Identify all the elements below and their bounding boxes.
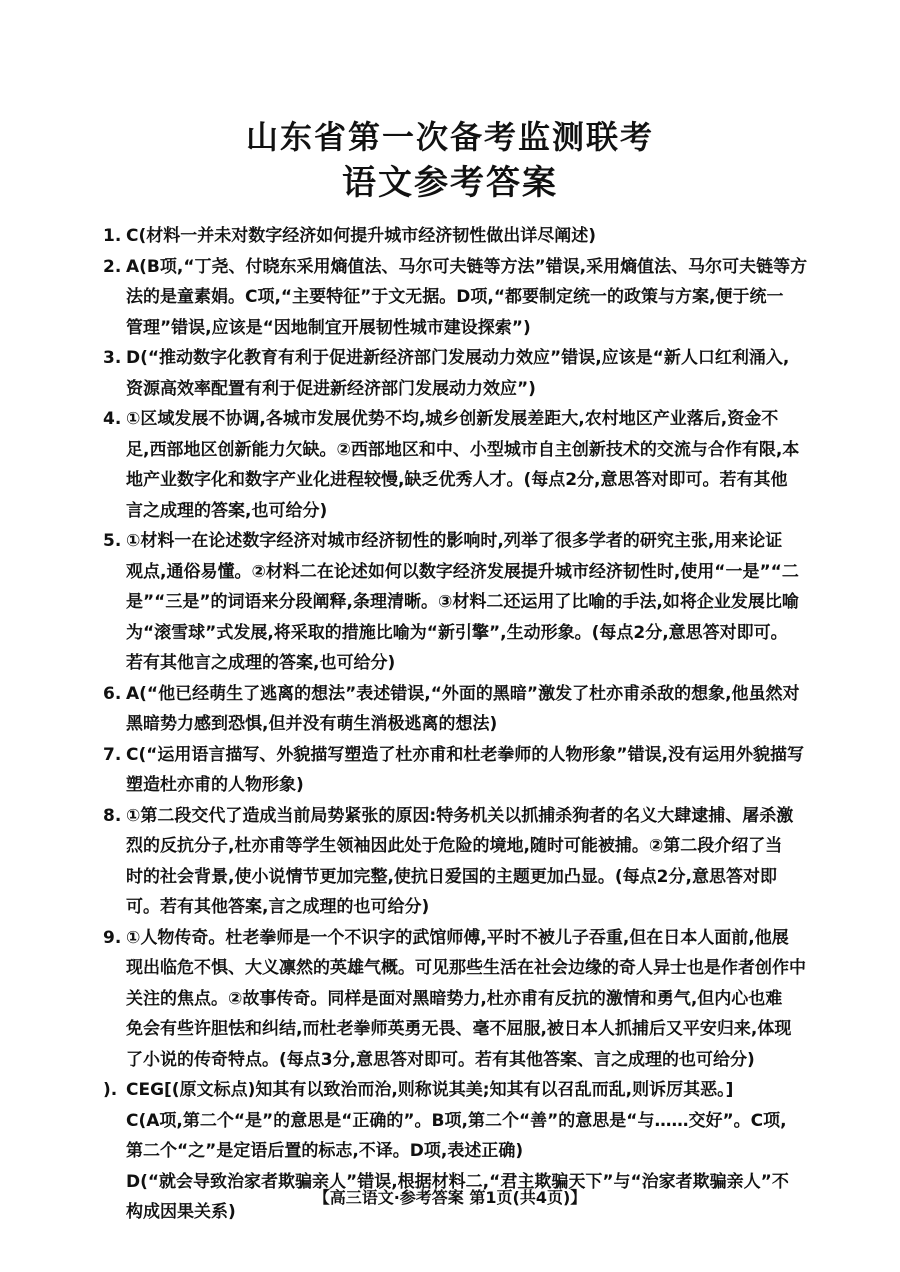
answer-number: 3.: [103, 348, 122, 368]
sub-answer-item: [103, 1106, 818, 1167]
answer-text-line: 足,西部地区创新能力欠缺。②西部地区和中、小型城市自主创新技术的交流与合作有限,本: [126, 439, 800, 460]
answer-item: [103, 801, 818, 923]
answer-text-line: 可。若有其他答案,言之成理的也可给分): [126, 897, 430, 917]
sub-answer-text-line: 构成因果关系): [126, 1202, 236, 1222]
answer-number: 7.: [103, 744, 122, 765]
answer-text-line: C(材料一并未对数字经济如何提升城市经济韧性做出详尽阐述): [126, 226, 597, 246]
answer-item: [103, 679, 818, 740]
answer-item: [103, 404, 818, 526]
answer-number: 6.: [103, 683, 122, 704]
answer-number: 8.: [103, 805, 122, 826]
answer-text-line: 免会有些许胆怯和纠结,而杜老拳师英勇无畏、毫不屈服,被日本人抓捕后又平安归来,体现: [126, 1019, 792, 1039]
answer-text-line: 法的是童素娟。C项,“主要特征”于文无据。D项,“都要制定统一的政策与方案,便于统一: [126, 287, 784, 307]
answer-item: [103, 923, 818, 1076]
answer-text-line: 资源高效率配置有利于促进新经济部门发展动力效应”): [126, 378, 536, 399]
sub-answer-text-line: D(“就会导致治家者欺骗亲人”错误,根据材料二,“君主欺骗天下”与“治家者欺骗亲人”不: [126, 1171, 789, 1192]
answer-number: 9.: [103, 927, 122, 948]
answer-text-line: ①人物传奇。杜老拳师是一个不识字的武馆师傅,平时不被儿子吞重,但在日本人面前,他展: [126, 927, 789, 948]
answer-text-line: D(“推动数字化教育有利于促进新经济部门发展动力效应”错误,应该是“新人口红利涌入,: [126, 348, 790, 368]
answer-item: [103, 343, 818, 404]
answer-text-line: 烈的反抗分子,杜亦甫等学生领袖因此处于危险的境地,随时可能被捕。②第二段介绍了当: [126, 836, 783, 856]
answer-number: 5.: [103, 531, 122, 551]
sub-answer-text-line: 第二个“之”是定语后置的标志,不译。D项,表述正确): [126, 1141, 524, 1161]
answer-item: [103, 740, 818, 801]
exam-title: 山东省第一次备考监测联考: [245, 118, 654, 156]
answer-text-line: 关注的焦点。②故事传奇。同样是面对黑暗势力,杜亦甫有反抗的激情和勇气,但内心也难: [126, 988, 783, 1009]
answer-number: 2.: [103, 256, 122, 277]
answer-item: [103, 252, 818, 344]
document-title: 语文参考答案: [342, 163, 558, 203]
answer-text-line: 塑造杜亦甫的人物形象): [126, 775, 304, 795]
answer-text-line: 黑暗势力感到恐惧,但并没有萌生消极逃离的想法): [126, 714, 498, 734]
answers-list: [103, 221, 818, 1228]
answer-text-line: 是”“三是”的词语来分段阐释,条理清晰。③材料二还运用了比喻的手法,如将企业发展比喻: [126, 592, 799, 612]
answer-text-line: 管理”错误,应该是“因地制宜开展韧性城市建设探索”): [126, 317, 531, 338]
answer-text-line: ①区域发展不协调,各城市发展优势不均,城乡创新发展差距大,农村地区产业落后,资金不: [126, 409, 779, 429]
answer-text-line: 观点,通俗易懂。②材料二在论述如何以数字经济发展提升城市经济韧性时,使用“一是”“二: [126, 561, 799, 582]
answer-text-line: A(B项,“丁尧、付晓东采用熵值法、马尔可夫链等方法”错误,采用熵值法、马尔可夫链等方: [126, 256, 808, 277]
answer-text-line: 时的社会背景,使小说情节更加完整,使抗日爱国的主题更加凸显。(每点2分,意思答对即: [126, 866, 777, 887]
answer-number: 4.: [103, 409, 122, 429]
answer-text-line: ①材料一在论述数字经济对城市经济韧性的影响时,列举了很多学者的研究主张,用来论证: [126, 531, 783, 551]
answer-text-line: 现出临危不惧、大义凛然的英雄气概。可见那些生活在社会边缘的奇人异士也是作者创作中: [126, 958, 806, 978]
answer-item: [103, 526, 818, 679]
answer-text-line: CEG[(原文标点)知其有以致治而治,则称说其美;知其有以召乱而乱,则诉厉其恶。]: [126, 1080, 734, 1100]
answer-text-line: A(“他已经萌生了逃离的想法”表述错误,“外面的黑暗”激发了杜亦甫杀敌的想象,他虽然对: [126, 683, 800, 704]
sub-answer-text-line: C(A项,第二个“是”的意思是“正确的”。B项,第二个“善”的意思是“与……交好”。C项,: [126, 1110, 787, 1131]
answer-text-line: 言之成理的答案,也可给分): [126, 500, 328, 521]
answer-item: [103, 221, 818, 252]
answer-number: 1.: [103, 226, 122, 246]
answer-text-line: 了小说的传奇特点。(每点3分,意思答对即可。若有其他答案、言之成理的也可给分): [126, 1049, 755, 1070]
answer-item: [103, 1075, 818, 1106]
answer-text-line: C(“运用语言描写、外貌描写塑造了杜亦甫和杜老拳师的人物形象”错误,没有运用外貌描写: [126, 744, 805, 765]
answer-text-line: 为“滚雪球”式发展,将采取的措施比喻为“新引擎”,生动形象。(每点2分,意思答对即可。: [126, 622, 788, 643]
answer-number: ).: [103, 1080, 118, 1100]
answer-text-line: 若有其他言之成理的答案,也可给分): [126, 653, 396, 673]
page-footer: 【高三语文·参考答案 第1页(共4页)】: [313, 1188, 587, 1207]
answer-text-line: 地产业数字化和数字产业化进程较慢,缺乏优秀人才。(每点2分,意思答对即可。若有其他: [126, 470, 788, 490]
answer-text-line: ①第二段交代了造成当前局势紧张的原因:特务机关以抓捕杀狗者的名义大肆逮捕、屠杀激: [126, 805, 794, 826]
